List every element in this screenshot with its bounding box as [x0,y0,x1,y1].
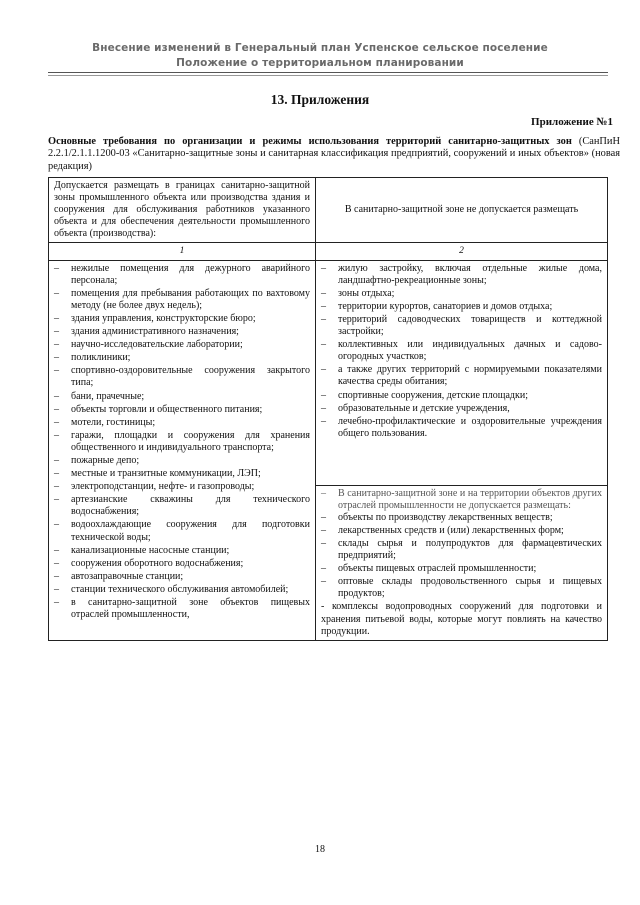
list-item: – спортивно-оздоровительные сооружения закрытого типа; [54,365,310,389]
column-number-row [49,243,608,260]
prohibited-industrial-cell [316,485,608,640]
table-body-row [49,260,608,485]
list-item: – территории курортов, санаториев и домов отдыха; [321,301,602,313]
list-item: – здания административного назначения; [54,326,310,338]
list-item: – территорий садоводческих товариществ и коттеджной застройки; [321,314,602,338]
header-rule-secondary [48,75,608,76]
list-item: – лекарственных средств и (или) лекарственных форм; [321,525,602,537]
list-item: – объекты по производству лекарственных веществ; [321,512,602,524]
list-item: – объекты торговли и общественного питания; [54,404,310,416]
list-item: – объекты пищевых отраслей промышленности; [321,563,602,575]
list-item: – жилую застройку, включая отдельные жилые дома, ландшафтно-рекреационные зоны; [321,263,602,287]
list-item: – канализационные насосные станции; [54,545,310,557]
list-item: – научно-исследовательские лаборатории; [54,339,310,351]
list-item: – поликлиники; [54,352,310,364]
list-item: – артезианские скважины для технического водоснабжения; [54,494,310,518]
table-header-row [49,178,608,243]
allowed-objects-cell [49,260,316,640]
list-item: – местные и транзитные коммуникации, ЛЭП; [54,468,310,480]
prohibited-last-item: - комплексы водопроводных сооружений для подготовки и хранения питьевой воды, которые могут повлиять на качество продукции. [321,601,602,637]
list-item: – а также других территорий с нормируемыми показателями качества среды обитания; [321,364,602,388]
running-header-line1: Внесение изменений в Генеральный план Успенское сельское поселение [92,42,548,54]
list-item: – лечебно-профилактические и оздоровительные учреждения общего пользования. [321,416,602,440]
intro-paragraph [48,136,620,173]
column-number-1: 1 [49,243,316,260]
column-number-2: 2 [316,243,608,260]
prohibited-industrial-list [321,512,602,601]
annex-label: Приложение №1 [531,116,613,128]
prohibited-industrial-title: – В санитарно-защитной зоне и на территории объектов других отраслей промышленности не допускается размещать: [321,488,602,512]
list-item: – здания управления, конструкторские бюро; [54,313,310,325]
section-title: 13. Приложения [270,92,370,107]
list-item: – бани, прачечные; [54,391,310,403]
list-item: – помещения для пребывания работающих по вахтовому методу (не более двух недель); [54,288,310,312]
list-item: – мотели, гостиницы; [54,417,310,429]
header-left-cell: Допускается размещать в границах санитарно-защитной зоны промышленного объекта или производства здания и сооружения для обслуживания работников указанного объекта и для обеспечения деятельности промышленного объекта (производства): [49,178,316,243]
intro-rest-text: (СанПиН 2.2.1/2.1.1.1200-03 «Санитарно-защитные зоны и санитарная классификация предприятий, сооружений и иных объектов» (новая редакция) [48,136,621,172]
list-item: – в санитарно-защитной зоне объектов пищевых отраслей промышленности, [54,597,310,621]
list-item: – водоохлаждающие сооружения для подготовки технической воды; [54,519,310,543]
list-item: – зоны отдыха; [321,288,602,300]
list-item: – гаражи, площадки и сооружения для хранения общественного и индивидуального транспорта; [54,430,310,454]
intro-bold-text: Основные требования по организации и режимы использования территорий санитарно-защитных зон [48,136,572,147]
list-item: – сооружения оборотного водоснабжения; [54,558,310,570]
list-item: – нежилые помещения для дежурного аварийного персонала; [54,263,310,287]
list-item: – станции технического обслуживания автомобилей; [54,584,310,596]
list-item: – автозаправочные станции; [54,571,310,583]
prohibited-territories-list [321,263,602,440]
requirements-table [48,177,608,641]
header-right-cell: В санитарно-защитной зоне не допускается размещать [316,178,608,243]
allowed-objects-list [54,263,310,622]
list-item: – склады сырья и полупродуктов для фармацевтических предприятий; [321,538,602,562]
header-rule [48,72,608,73]
list-item: – образовательные и детские учреждения, [321,403,602,415]
list-item: – электроподстанции, нефте- и газопроводы; [54,481,310,493]
page-number: 18 [315,844,325,855]
list-item: – коллективных или индивидуальных дачных и садово-огородных участков; [321,339,602,363]
list-item: – оптовые склады продовольственного сырья и пищевых продуктов; [321,576,602,600]
list-item: – спортивные сооружения, детские площадки; [321,390,602,402]
prohibited-territories-cell [316,260,608,485]
running-header-line2: Положение о территориальном планировании [176,57,464,69]
list-item: – пожарные депо; [54,455,310,467]
